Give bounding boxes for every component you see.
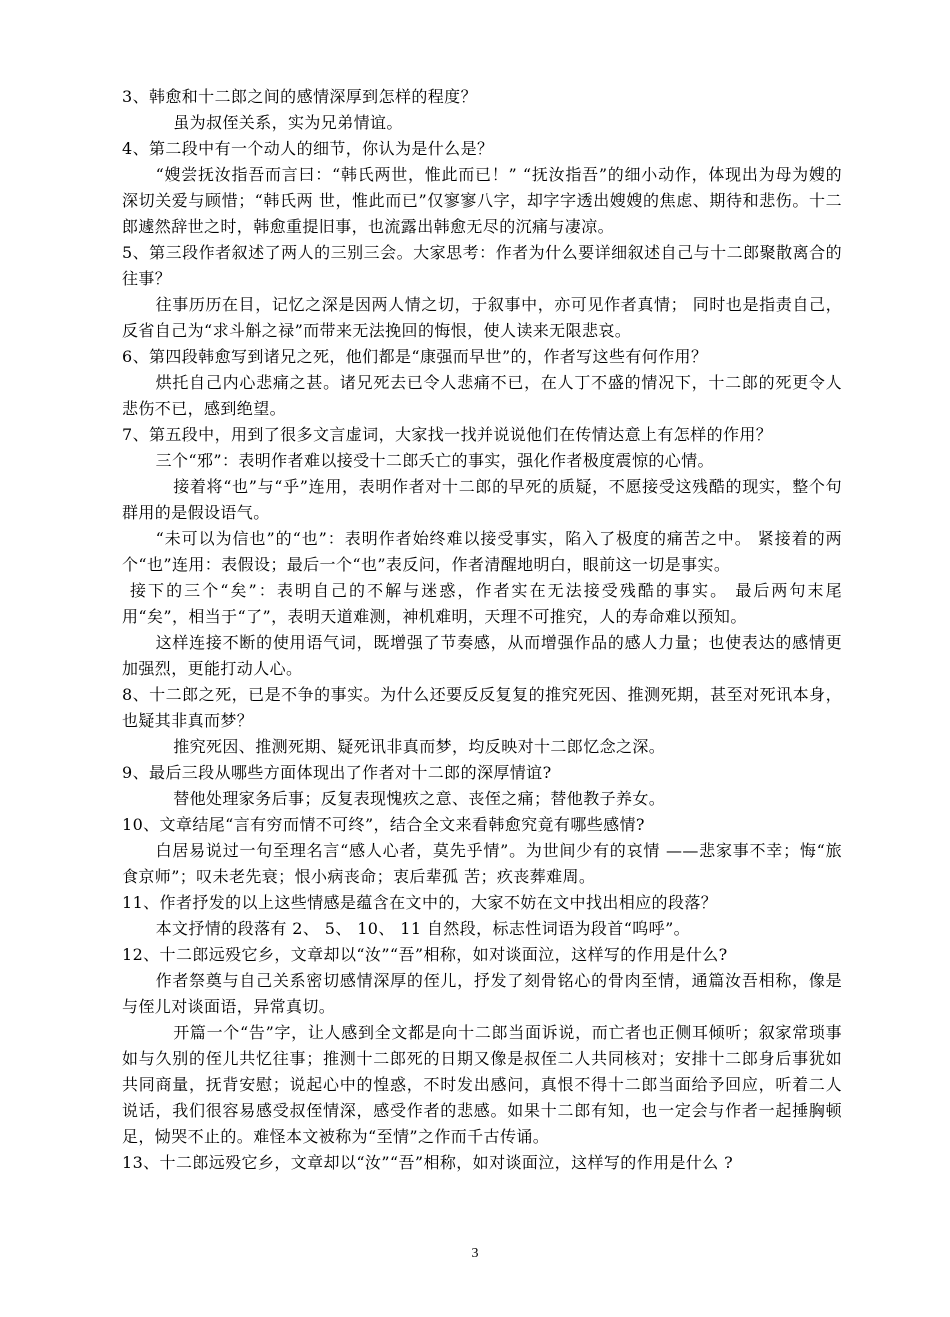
- question-11: 11、作者抒发的以上这些情感是蕴含在文中的，大家不妨在文中找出相应的段落？: [122, 893, 718, 912]
- answer-7-part-4: 接下的三个“矣”：表明自己的不解与迷惑，作者实在无法接受残酷的事实。 最后两句末尾用“矣”，相当于“了”，表明天道难测，神机难明，天理不可推究，人的寿命难以预知。: [122, 581, 842, 626]
- question-13: 13、十二郎远殁它乡，文章却以“汝”“吾”相称，如对谈面泣，这样写的作用是什么 ?: [122, 1153, 734, 1172]
- answer-12-part-2: 开篇一个“告”字，让人感到全文都是向十二郎当面诉说，而亡者也正侧耳倾听；叙家常琐事如与久别的侄儿共忆往事；推测十二郎死的日期又像是叔侄二人共同核对；安排十二郎身后事犹如共同商量，抚背安慰；说起心中的惶惑，不时发出感问，真恨不得十二郎当面给予回应，听着二人说话，我们很容易感受叔侄情深，感受作者的悲感。如果十二郎有知，也一定会与作者一起捶胸顿足，恸哭不止的。难怪本文被称为“至情”之作而千古传诵。: [122, 1023, 842, 1146]
- question-12: 12、十二郎远殁它乡，文章却以“汝”“吾”相称，如对谈面泣，这样写的作用是什么?: [122, 945, 728, 964]
- question-6: 6、第四段韩愈写到诸兄之死，他们都是“康强而早世”的，作者写这些有何作用？: [122, 347, 708, 366]
- answer-9: 替他处理家务后事；反复表现愧疚之意、丧侄之痛；替他教子养女。: [173, 789, 666, 808]
- answer-7-part-5: 这样连接不断的使用语气词，既增强了节奏感，从而增强作品的感人力量；也使表达的感情更加强烈，更能打动人心。: [122, 633, 842, 678]
- question-9: 9、最后三段从哪些方面体现出了作者对十二郎的深厚情谊?: [122, 763, 552, 782]
- question-7: 7、第五段中，用到了很多文言虚词，大家找一找并说说他们在传情达意上有怎样的作用？: [122, 425, 773, 444]
- answer-4: “嫂尝抚汝指吾而言曰：“韩氏两世，惟此而已！” “抚汝指吾”的细小动作，体现出为母为嫂的深切关爱与顾惜；“韩氏两 世，惟此而已”仅寥寥八字，却字字透出嫂嫂的焦虑、期待和悲伤。十二郎遽然辞世之时，韩愈重提旧事，也流露出韩愈无尽的沉痛与凄凉。: [122, 165, 842, 236]
- answer-12-part-1: 作者祭奠与自己关系密切感情深厚的侄儿，抒发了刻骨铭心的骨肉至情，通篇汝吾相称，像是与侄儿对谈面语，异常真切。: [122, 971, 842, 1016]
- question-8: 8、十二郎之死，已是不争的事实。为什么还要反反复复的推究死因、推测死期，甚至对死讯本身，也疑其非真而梦？: [122, 685, 842, 730]
- answer-6: 烘托自己内心悲痛之甚。诸兄死去已令人悲痛不已，在人丁不盛的情况下，十二郎的死更令人悲伤不已，感到绝望。: [122, 373, 842, 418]
- answer-11: 本文抒情的段落有 2、 5、 10、 11 自然段，标志性词语为段首“呜呼”。: [155, 919, 691, 938]
- page-number: 3: [471, 1246, 479, 1261]
- answer-7-part-3: “未可以为信也”的“也”：表明作者始终难以接受事实，陷入了极度的痛苦之中。 紧接着的两个“也”连用：表假设；最后一个“也”表反问，作者清醒地明白，眼前这一切是事实。: [122, 529, 842, 574]
- question-10: 10、文章结尾“言有穷而情不可终”，结合全文来看韩愈究竟有哪些感情?: [122, 815, 645, 834]
- answer-3: 虽为叔侄关系，实为兄弟情谊。: [173, 113, 403, 132]
- answer-7-part-1: 三个“邪”：表明作者难以接受十二郎夭亡的事实，强化作者极度震惊的心情。: [155, 451, 714, 470]
- answer-10: 白居易说过一句至理名言“感人心者，莫先乎情”。为世间少有的哀情 ——悲家事不幸；悔“旅食京师”；叹未老先衰；恨小病丧命；衷后辈孤 苦；疚丧葬难周。: [122, 841, 842, 886]
- answer-8: 推究死因、推测死期、疑死讯非真而梦，均反映对十二郎忆念之深。: [173, 737, 666, 756]
- question-3: 3、韩愈和十二郎之间的感情深厚到怎样的程度？: [122, 87, 477, 106]
- body-text: [122, 84, 842, 1176]
- question-4: 4、第二段中有一个动人的细节，你认为是什么是？: [122, 139, 494, 158]
- answer-5: 往事历历在目，记忆之深是因两人情之切，于叙事中，亦可见作者真情； 同时也是指责自己，反省自己为“求斗斛之禄”而带来无法挽回的悔恨，使人读来无限悲哀。: [122, 295, 842, 340]
- answer-7-part-2: 接着将“也”与“乎”连用，表明作者对十二郎的早死的质疑，不愿接受这残酷的现实，整个句群用的是假设语气。: [122, 477, 842, 522]
- question-5: 5、第三段作者叙述了两人的三别三会。大家思考：作者为什么要详细叙述自己与十二郎聚散离合的往事？: [122, 243, 842, 288]
